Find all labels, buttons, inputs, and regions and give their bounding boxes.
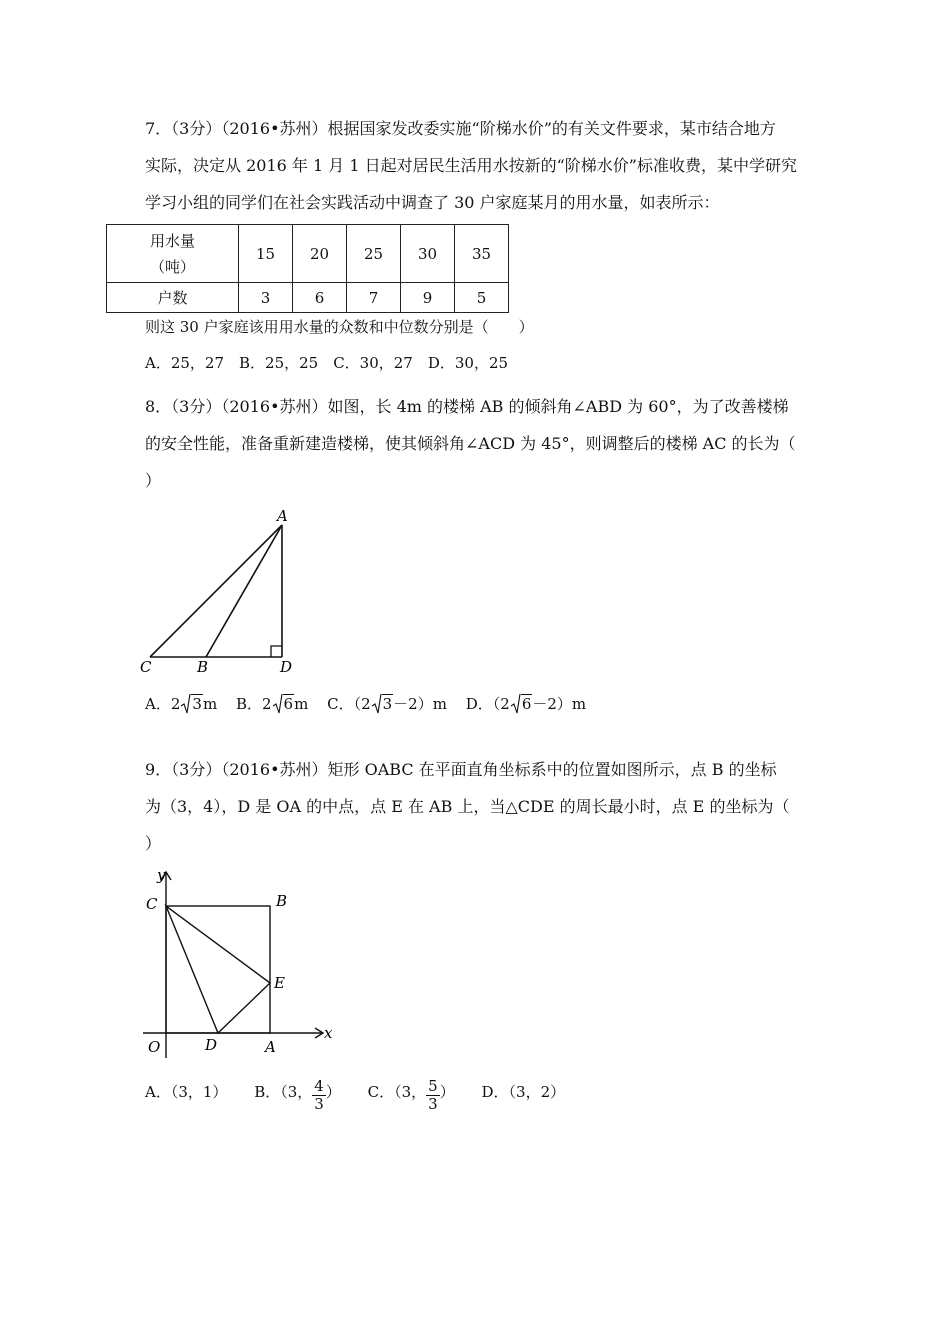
label-b: B	[197, 658, 209, 676]
q8-option-a-unit: m	[202, 695, 218, 713]
q9-option-b-denominator: 3	[314, 1095, 324, 1113]
q8-line-2: 的安全性能，准备重新建造楼梯，使其倾斜角∠ACD 为 45°，则调整后的楼梯 AC 的长为（	[145, 434, 796, 453]
q9-option-d: D．（3，2）	[481, 1083, 566, 1101]
q8-line-3: ）	[145, 471, 162, 490]
label-o: O	[148, 1038, 161, 1056]
sqrt-icon	[510, 693, 533, 715]
sqrt-icon	[180, 693, 203, 715]
table-cell: 3	[239, 283, 293, 313]
q9-option-a: A．（3，1）	[145, 1083, 228, 1101]
q7-options: A．25，27 B．25，25 C．30，27 D．30，25	[145, 354, 509, 372]
right-angle-mark	[271, 646, 282, 657]
q8-option-d-suffix: －2）m	[532, 695, 587, 713]
q8-option-a-prefix: A．2	[145, 695, 181, 713]
q8-option-c	[327, 695, 447, 713]
q9-line-2: 为（3，4），D 是 OA 的中点，点 E 在 AB 上，当△CDE 的周长最小时，点 E 的坐标为（	[145, 797, 790, 816]
q8-option-c-radicand: 3	[382, 695, 393, 713]
q9-option-b-prefix: B．（3，	[254, 1083, 313, 1101]
table-header-usage-a: 用水量	[149, 231, 195, 250]
q9-line-1: 9．（3分）（2016•苏州）矩形 OABC 在平面直角坐标系中的位置如图所示，点 B 的坐标	[145, 760, 777, 779]
table-header-usage	[107, 225, 239, 283]
q9-option-c-denominator: 3	[428, 1095, 438, 1113]
rectangle-oabc	[166, 906, 270, 1033]
triangle-cde	[166, 906, 270, 1033]
label-c: C	[146, 895, 158, 913]
q8-option-b-unit: m	[294, 695, 309, 713]
q7-question: 则这 30 户家庭该用用水量的众数和中位数分别是（ ）	[145, 318, 534, 336]
label-b: B	[276, 892, 288, 910]
q9-option-c-suffix: ）	[439, 1083, 455, 1101]
table-header-households: 户数	[107, 283, 239, 313]
q8-option-c-suffix: －2）m	[393, 695, 447, 713]
table-row	[107, 225, 509, 283]
q9-option-c-prefix: C．（3，	[367, 1083, 427, 1101]
label-x: x	[324, 1024, 333, 1042]
table-cell: 25	[347, 225, 401, 283]
q8-options	[145, 693, 586, 715]
q8-option-d	[466, 695, 586, 713]
q9-option-c-numerator: 5	[428, 1077, 438, 1095]
q8-line-1: 8．（3分）（2016•苏州）如图，长 4m 的楼梯 AB 的倾斜角∠ABD 为 60°，为了改善楼梯	[145, 397, 789, 416]
q8-option-a	[145, 695, 217, 713]
q7-line-2: 实际，决定从 2016 年 1 月 1 日起对居民生活用水按新的“阶梯水价”标准收费，某中学研究	[145, 156, 797, 175]
label-d: D	[280, 658, 293, 676]
label-y: y	[157, 866, 166, 884]
q8-option-b-radicand: 6	[283, 695, 294, 713]
table-cell: 7	[347, 283, 401, 313]
segment-ac	[150, 525, 282, 657]
label-a: A	[277, 507, 288, 525]
water-usage-table	[106, 224, 509, 313]
table-cell: 15	[239, 225, 293, 283]
table-cell: 9	[401, 283, 455, 313]
q9-option-c-fraction	[426, 1078, 440, 1113]
label-a: A	[265, 1038, 276, 1056]
sqrt-icon	[371, 693, 394, 715]
q8-stair-diagram	[130, 500, 310, 680]
q9-option-c	[367, 1077, 455, 1113]
q8-option-d-prefix: D．（2	[465, 695, 510, 713]
q9-option-b-numerator: 4	[314, 1077, 324, 1095]
q9-options	[145, 1078, 565, 1113]
q8-option-a-radicand: 3	[192, 695, 202, 713]
table-cell: 5	[455, 283, 509, 313]
q9-option-b-fraction	[312, 1078, 326, 1113]
q8-option-b	[236, 695, 308, 713]
q9-option-b	[254, 1077, 341, 1113]
label-c: C	[140, 658, 152, 676]
table-cell: 30	[401, 225, 455, 283]
label-d: D	[205, 1036, 218, 1054]
q9-option-b-suffix: ）	[325, 1083, 341, 1101]
q9-line-3: ）	[145, 834, 162, 853]
q7-line-3: 学习小组的同学们在社会实践活动中调查了 30 户家庭某月的用水量，如表所示：	[145, 193, 720, 212]
q8-option-b-prefix: B．2	[235, 695, 272, 713]
q7-line-1: 7．（3分）（2016•苏州）根据国家发改委实施“阶梯水价”的有关文件要求，某市结合地方	[145, 119, 776, 138]
q9-coordinate-diagram	[138, 862, 338, 1062]
q8-option-c-prefix: C．（2	[327, 695, 371, 713]
table-cell: 20	[293, 225, 347, 283]
sqrt-icon	[272, 693, 295, 715]
label-e: E	[274, 974, 285, 992]
table-cell: 35	[455, 225, 509, 283]
q8-option-d-radicand: 6	[521, 695, 532, 713]
segment-ab	[206, 525, 282, 657]
table-cell: 6	[293, 283, 347, 313]
table-header-usage-b: （吨）	[149, 257, 195, 276]
table-row	[107, 283, 509, 313]
